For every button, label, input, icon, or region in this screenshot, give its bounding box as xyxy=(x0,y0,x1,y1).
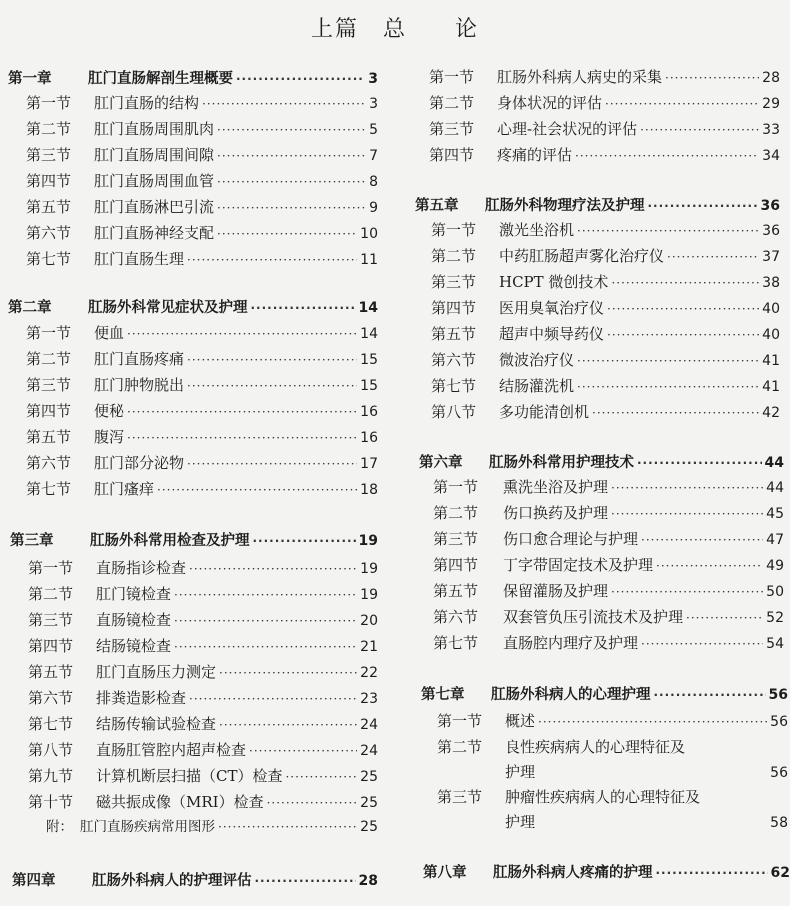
toc-page-number: 9 xyxy=(369,200,378,216)
toc-entry-number: 第六节 xyxy=(433,608,479,626)
toc-section-entry xyxy=(405,321,790,347)
toc-page-number: 44 xyxy=(766,480,784,496)
toc-chapter-entry xyxy=(0,528,392,554)
toc-section-entry xyxy=(0,450,392,476)
toc-entry-number: 第七节 xyxy=(431,377,477,395)
toc-entry-number: 第六节 xyxy=(26,454,72,472)
toc-section-entry xyxy=(0,789,392,815)
toc-section-entry xyxy=(405,243,790,269)
toc-entry-number: 第二节 xyxy=(26,120,72,138)
toc-leader-dots xyxy=(665,65,759,91)
toc-entry-number: 第三节 xyxy=(26,146,72,164)
toc-leader-dots xyxy=(577,348,759,374)
toc-page-number: 25 xyxy=(360,769,378,785)
toc-entry-title: 磁共振成像（MRI）检查 xyxy=(96,793,264,811)
toc-section-entry xyxy=(405,630,790,656)
toc-section-entry xyxy=(405,347,790,373)
toc-entry-title: 便秘 xyxy=(94,402,125,420)
toc-entry-number: 第八节 xyxy=(28,741,74,759)
toc-entry-title: 肛门直肠疾病常用图形 xyxy=(80,819,215,835)
toc-leader-dots xyxy=(538,709,767,735)
toc-page-number: 17 xyxy=(360,456,378,472)
toc-entry-title: 良性疾病病人的心理特征及 xyxy=(505,738,686,756)
toc-entry-number: 第九节 xyxy=(28,767,74,785)
toc-chapter-entry xyxy=(405,682,790,708)
toc-page-number: 34 xyxy=(762,148,780,164)
toc-chapter-entry xyxy=(0,868,392,894)
toc-entry-number: 第三节 xyxy=(437,788,483,806)
toc-page-number: 7 xyxy=(369,148,378,164)
toc-leader-dots xyxy=(656,860,768,886)
toc-section-entry xyxy=(405,373,790,399)
toc-page-number: 56 xyxy=(770,765,788,781)
toc-page-number: 33 xyxy=(762,122,780,138)
toc-entry-number: 第三节 xyxy=(431,273,477,291)
toc-page-number: 19 xyxy=(358,533,378,549)
toc-leader-dots xyxy=(219,712,357,738)
toc-page-number: 29 xyxy=(762,96,780,112)
toc-leader-dots xyxy=(637,450,762,476)
toc-leader-dots xyxy=(577,218,759,244)
toc-leader-dots xyxy=(217,117,366,143)
toc-page-number: 36 xyxy=(760,198,780,214)
toc-entry-number: 第一节 xyxy=(28,559,74,577)
toc-entry-number: 第七节 xyxy=(433,634,479,652)
toc-entry-title: 肛肠外科病人病史的采集 xyxy=(497,68,663,86)
toc-entry-title: 微波治疗仪 xyxy=(499,351,575,369)
toc-page-number: 15 xyxy=(360,352,378,368)
toc-page-number: 54 xyxy=(766,636,784,652)
toc-entry-title: 直肠肛管腔内超声检查 xyxy=(96,741,247,759)
toc-leader-dots xyxy=(218,814,357,840)
toc-leader-dots xyxy=(157,477,357,503)
toc-page-number: 15 xyxy=(360,378,378,394)
toc-section-entry xyxy=(405,142,790,168)
toc-entry-number: 第三章 xyxy=(10,533,54,549)
toc-entry-number: 第三节 xyxy=(28,611,74,629)
toc-leader-dots xyxy=(592,400,759,426)
toc-entry-title: 激光坐浴机 xyxy=(499,221,575,239)
toc-leader-dots xyxy=(641,527,763,553)
toc-chapter-entry xyxy=(0,66,392,92)
toc-entry-number: 第一节 xyxy=(437,712,483,730)
toc-chapter-entry xyxy=(405,860,790,886)
toc-leader-dots xyxy=(174,608,357,634)
toc-section-entry xyxy=(0,168,392,194)
toc-page-number: 28 xyxy=(358,873,378,889)
toc-section-entry xyxy=(405,399,790,425)
toc-page-number: 37 xyxy=(762,249,780,265)
toc-page-number: 3 xyxy=(369,96,378,112)
toc-leader-dots xyxy=(217,195,366,221)
toc-entry-title: 多功能清创机 xyxy=(499,403,590,421)
toc-leader-dots xyxy=(575,143,759,169)
toc-leader-dots xyxy=(187,247,357,273)
toc-entry-number: 第四节 xyxy=(26,402,72,420)
toc-entry-title: HCPT 微创技术 xyxy=(499,273,609,291)
toc-leader-dots xyxy=(611,270,759,296)
toc-page-number: 56 xyxy=(770,714,788,730)
toc-page-number: 50 xyxy=(766,584,784,600)
toc-entry-number: 第五章 xyxy=(415,198,459,214)
toc-section-entry xyxy=(405,474,790,500)
toc-entry-title: 肛肠外科常用检查及护理 xyxy=(90,533,250,549)
toc-entry-title: 结肠镜检查 xyxy=(96,637,172,655)
toc-section-entry xyxy=(405,734,790,760)
toc-leader-dots xyxy=(648,193,758,219)
toc-entry-number: 第一节 xyxy=(433,478,479,496)
toc-page-number: 16 xyxy=(360,404,378,420)
toc-leader-dots xyxy=(187,347,357,373)
toc-entry-title: 肛门直肠周围血管 xyxy=(94,172,215,190)
toc-chapter-entry xyxy=(405,450,790,476)
toc-entry-title: 疼痛的评估 xyxy=(497,146,573,164)
toc-leader-dots xyxy=(577,374,759,400)
toc-section-entry xyxy=(0,711,392,737)
toc-entry-title: 肛门直肠周围间隙 xyxy=(94,146,215,164)
toc-section-entry xyxy=(0,372,392,398)
toc-leader-dots xyxy=(654,682,766,708)
toc-leader-dots xyxy=(253,528,356,554)
toc-leader-dots xyxy=(217,143,366,169)
toc-section-entry xyxy=(0,737,392,763)
toc-page-number: 19 xyxy=(360,561,378,577)
toc-entry-number: 第七节 xyxy=(26,480,72,498)
toc-entry-number: 第六章 xyxy=(419,455,463,471)
toc-page-number: 16 xyxy=(360,430,378,446)
toc-entry-number: 第八章 xyxy=(423,865,467,881)
toc-entry-number: 第四节 xyxy=(429,146,475,164)
toc-entry-title: 直肠腔内理疗及护理 xyxy=(503,634,639,652)
toc-entry-title: 肛门直肠的结构 xyxy=(94,94,200,112)
toc-section-entry xyxy=(0,142,392,168)
toc-section-entry xyxy=(405,809,790,835)
toc-leader-dots xyxy=(611,501,763,527)
toc-section-entry xyxy=(0,476,392,502)
toc-entry-number: 第四节 xyxy=(431,299,477,317)
toc-entry-number: 第五节 xyxy=(28,663,74,681)
toc-entry-number: 第二节 xyxy=(26,350,72,368)
toc-note-entry xyxy=(0,814,392,840)
toc-entry-number: 第三节 xyxy=(433,530,479,548)
toc-leader-dots xyxy=(605,91,759,117)
toc-section-entry xyxy=(0,633,392,659)
toc-entry-number: 第七章 xyxy=(421,687,465,703)
toc-section-entry xyxy=(405,269,790,295)
toc-entry-number: 第四节 xyxy=(433,556,479,574)
toc-section-entry xyxy=(0,398,392,424)
toc-entry-number: 第三节 xyxy=(429,120,475,138)
toc-section-entry xyxy=(0,424,392,450)
toc-leader-dots xyxy=(249,738,357,764)
page-title: 上篇 总 论 xyxy=(310,17,479,42)
toc-entry-title: 肛门直肠淋巴引流 xyxy=(94,198,215,216)
toc-entry-number: 第一节 xyxy=(26,94,72,112)
toc-section-entry xyxy=(405,295,790,321)
toc-page-number: 25 xyxy=(360,819,378,835)
toc-entry-number: 第二章 xyxy=(8,300,52,316)
toc-leader-dots xyxy=(611,475,763,501)
toc-leader-dots xyxy=(217,221,357,247)
toc-entry-number: 第六节 xyxy=(431,351,477,369)
toc-leader-dots xyxy=(174,634,357,660)
toc-entry-number: 第五节 xyxy=(26,428,72,446)
toc-page-number: 49 xyxy=(766,558,784,574)
toc-entry-number: 第二节 xyxy=(437,738,483,756)
toc-entry-number: 第七节 xyxy=(28,715,74,733)
toc-page-number: 47 xyxy=(766,532,784,548)
toc-leader-dots xyxy=(607,296,759,322)
toc-entry-number: 第二节 xyxy=(28,585,74,603)
toc-leader-dots xyxy=(127,399,357,425)
toc-entry-number: 第三节 xyxy=(26,376,72,394)
toc-entry-number: 第四节 xyxy=(28,637,74,655)
toc-section-entry xyxy=(0,581,392,607)
toc-page-number: 22 xyxy=(360,665,378,681)
toc-leader-dots xyxy=(187,373,357,399)
toc-page-number: 40 xyxy=(762,327,780,343)
toc-section-entry xyxy=(405,526,790,552)
toc-leader-dots xyxy=(187,451,357,477)
toc-leader-dots xyxy=(217,169,366,195)
toc-leader-dots xyxy=(189,556,357,582)
toc-page-number: 38 xyxy=(762,275,780,291)
toc-section-entry xyxy=(405,708,790,734)
toc-entry-title: 肛门直肠神经支配 xyxy=(94,224,215,242)
toc-page-number: 18 xyxy=(360,482,378,498)
toc-section-entry xyxy=(405,578,790,604)
toc-page-number: 41 xyxy=(762,353,780,369)
toc-section-entry xyxy=(0,320,392,346)
toc-leader-dots xyxy=(255,868,356,894)
toc-section-entry xyxy=(0,346,392,372)
toc-section-entry xyxy=(0,194,392,220)
toc-section-entry xyxy=(405,604,790,630)
toc-entry-number: 第一节 xyxy=(429,68,475,86)
toc-section-entry xyxy=(0,555,392,581)
toc-page-number: 19 xyxy=(360,587,378,603)
toc-leader-dots xyxy=(219,660,357,686)
toc-entry-number: 第二节 xyxy=(429,94,475,112)
toc-leader-dots xyxy=(174,582,357,608)
toc-entry-title: 护理 xyxy=(505,763,536,781)
toc-entry-title: 肛门直肠周围肌肉 xyxy=(94,120,215,138)
toc-page-number: 41 xyxy=(762,379,780,395)
toc-section-entry xyxy=(405,217,790,243)
toc-leader-dots xyxy=(285,764,357,790)
toc-entry-title: 肛肠外科物理疗法及护理 xyxy=(485,198,645,214)
toc-entry-title: 肛肠外科病人的护理评估 xyxy=(92,873,252,889)
toc-entry-number: 第五节 xyxy=(26,198,72,216)
toc-page-number: 36 xyxy=(762,223,780,239)
toc-page-number: 20 xyxy=(360,613,378,629)
toc-page-number: 28 xyxy=(762,70,780,86)
toc-leader-dots xyxy=(640,117,759,143)
toc-entry-title: 肛门部分泌物 xyxy=(94,454,185,472)
toc-entry-title: 超声中频导药仪 xyxy=(499,325,605,343)
toc-entry-title: 肛门直肠解剖生理概要 xyxy=(88,71,233,87)
toc-leader-dots xyxy=(611,579,763,605)
toc-section-entry xyxy=(0,116,392,142)
toc-leader-dots xyxy=(127,321,357,347)
toc-entry-title: 结肠传输试验检查 xyxy=(96,715,217,733)
toc-section-entry xyxy=(0,763,392,789)
toc-entry-number: 第二节 xyxy=(433,504,479,522)
toc-entry-number: 第一节 xyxy=(431,221,477,239)
toc-entry-title: 结肠灌洗机 xyxy=(499,377,575,395)
toc-entry-title: 肛门直肠压力测定 xyxy=(96,663,217,681)
toc-leader-dots xyxy=(667,244,759,270)
toc-section-entry xyxy=(0,90,392,116)
toc-entry-number: 第一章 xyxy=(8,71,52,87)
toc-leader-dots xyxy=(641,631,763,657)
toc-page-number: 10 xyxy=(360,226,378,242)
toc-chapter-entry xyxy=(0,295,392,321)
toc-leader-dots xyxy=(251,295,356,321)
toc-entry-title: 肿瘤性疾病病人的心理特征及 xyxy=(505,788,701,806)
toc-entry-title: 熏洗坐浴及护理 xyxy=(503,478,609,496)
toc-entry-title: 排粪造影检查 xyxy=(96,689,187,707)
toc-entry-title: 腹泻 xyxy=(94,428,125,446)
toc-entry-number: 第五节 xyxy=(431,325,477,343)
toc-entry-title: 伤口愈合理论与护理 xyxy=(503,530,639,548)
toc-leader-dots xyxy=(686,605,763,631)
toc-entry-title: 中药肛肠超声雾化治疗仪 xyxy=(499,247,665,265)
toc-page-number: 14 xyxy=(360,326,378,342)
toc-entry-title: 直肠镜检查 xyxy=(96,611,172,629)
toc-page-number: 58 xyxy=(770,815,788,831)
toc-entry-number: 附： xyxy=(46,819,73,835)
toc-section-entry xyxy=(405,552,790,578)
toc-leader-dots xyxy=(127,425,357,451)
toc-section-entry xyxy=(0,220,392,246)
toc-entry-number: 第五节 xyxy=(433,582,479,600)
toc-entry-title: 丁字带固定技术及护理 xyxy=(503,556,654,574)
toc-entry-title: 保留灌肠及护理 xyxy=(503,582,609,600)
toc-leader-dots xyxy=(189,686,357,712)
toc-entry-number: 第二节 xyxy=(431,247,477,265)
toc-entry-title: 肛肠外科病人的心理护理 xyxy=(491,687,651,703)
toc-entry-title: 计算机断层扫描（CT）检查 xyxy=(96,767,283,785)
toc-page-number: 42 xyxy=(762,405,780,421)
toc-page-number: 11 xyxy=(360,252,378,268)
toc-leader-dots xyxy=(607,322,759,348)
toc-section-entry xyxy=(405,64,790,90)
toc-section-entry xyxy=(405,784,790,810)
toc-page-number: 8 xyxy=(369,174,378,190)
toc-entry-number: 第六节 xyxy=(28,689,74,707)
toc-page-number: 24 xyxy=(360,743,378,759)
toc-page-number: 25 xyxy=(360,795,378,811)
toc-entry-number: 第六节 xyxy=(26,224,72,242)
toc-page-number: 44 xyxy=(764,455,784,471)
toc-entry-title: 双套管负压引流技术及护理 xyxy=(503,608,684,626)
toc-entry-title: 概述 xyxy=(505,712,536,730)
toc-page-number: 24 xyxy=(360,717,378,733)
toc-page-number: 14 xyxy=(358,300,378,316)
toc-page-number: 21 xyxy=(360,639,378,655)
toc-section-entry xyxy=(405,90,790,116)
toc-entry-title: 肛肠外科常见症状及护理 xyxy=(88,300,248,316)
toc-leader-dots xyxy=(656,553,763,579)
toc-entry-title: 直肠指诊检查 xyxy=(96,559,187,577)
toc-page-number: 5 xyxy=(369,122,378,138)
toc-chapter-entry xyxy=(405,193,790,219)
toc-entry-title: 医用臭氧治疗仪 xyxy=(499,299,605,317)
toc-entry-title: 肛门肿物脱出 xyxy=(94,376,185,394)
toc-page-number: 52 xyxy=(766,610,784,626)
toc-entry-title: 肛门直肠生理 xyxy=(94,250,185,268)
toc-entry-title: 便血 xyxy=(94,324,125,342)
toc-section-entry xyxy=(0,659,392,685)
toc-entry-title: 肛肠外科病人疼痛的护理 xyxy=(493,865,653,881)
toc-entry-title: 护理 xyxy=(505,813,536,831)
toc-entry-title: 肛门瘙痒 xyxy=(94,480,155,498)
toc-section-entry xyxy=(0,685,392,711)
toc-page-number: 56 xyxy=(768,687,788,703)
toc-section-entry xyxy=(0,246,392,272)
toc-entry-title: 肛门直肠疼痛 xyxy=(94,350,185,368)
toc-section-entry xyxy=(405,759,790,785)
toc-leader-dots xyxy=(236,66,365,92)
toc-page-number: 62 xyxy=(770,865,790,881)
toc-leader-dots xyxy=(202,91,366,117)
toc-section-entry xyxy=(405,500,790,526)
toc-entry-title: 身体状况的评估 xyxy=(497,94,603,112)
toc-entry-number: 第四章 xyxy=(12,873,56,889)
toc-section-entry xyxy=(0,607,392,633)
toc-leader-dots xyxy=(267,790,358,816)
toc-entry-number: 第一节 xyxy=(26,324,72,342)
toc-page-number: 3 xyxy=(368,71,378,87)
toc-entry-number: 第四节 xyxy=(26,172,72,190)
toc-entry-number: 第十节 xyxy=(28,793,74,811)
toc-page-number: 40 xyxy=(762,301,780,317)
toc-page-number: 23 xyxy=(360,691,378,707)
toc-section-entry xyxy=(405,116,790,142)
toc-entry-number: 第八节 xyxy=(431,403,477,421)
toc-entry-title: 伤口换药及护理 xyxy=(503,504,609,522)
toc-entry-title: 肛肠外科常用护理技术 xyxy=(489,455,634,471)
toc-page-number: 45 xyxy=(766,506,784,522)
toc-entry-title: 肛门镜检查 xyxy=(96,585,172,603)
toc-entry-number: 第七节 xyxy=(26,250,72,268)
toc-entry-title: 心理-社会状况的评估 xyxy=(497,120,638,138)
